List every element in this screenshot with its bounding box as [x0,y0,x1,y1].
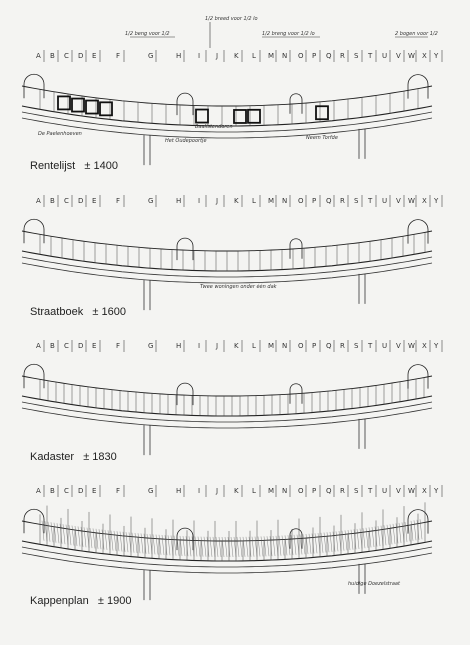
roof-hatch [90,528,92,548]
lot-letter: S [354,342,359,350]
lot-letter: G [148,52,154,60]
annotation-baalistendoren: Baalistendoren [195,124,233,130]
roof-hatch [324,533,326,553]
lot-letter: P [312,342,317,350]
roof-hatch [297,535,299,555]
roof-hatch [321,533,323,553]
annotation-oudepoortje: Het Oudepoortje [165,138,207,144]
roof-hatch [282,536,284,556]
lot-letter: L [252,52,256,60]
lot-letter: N [282,342,288,350]
roof-hatch [294,535,296,555]
roof-hatch [126,532,128,552]
corner-building [24,74,44,98]
roof-hatch [180,536,182,556]
roof-hatch [414,520,416,540]
roof-hatch [57,523,59,543]
lot-letter: N [282,487,288,495]
roof-hatch [399,523,401,543]
lot-letter: G [148,342,154,350]
roof-hatch [168,535,170,555]
roof-hatch [201,537,203,557]
roof-hatch [267,536,269,556]
roof-hatch [87,528,89,548]
panel-title-kadaster: Kadaster ± 1830 [30,451,117,463]
roof-hatch [261,536,263,556]
lot-letter: H [176,342,182,350]
panel-title-kappenplan: Kappenplan ± 1900 [30,595,132,607]
roof-hatch [342,531,344,551]
lot-letter: P [312,197,317,205]
corner-building [177,93,193,115]
roof-hatch [48,522,50,542]
corner-building [177,238,193,260]
lot-letter: M [268,342,275,350]
lot-letter: Q [326,52,332,60]
roof-hatch [390,524,392,544]
roof-hatch [75,526,77,546]
lot-letter: X [422,197,427,205]
lot-letter: C [64,52,69,60]
street-line [22,402,432,422]
corner-building [408,365,428,389]
roof-hatch [273,536,275,556]
roof-hatch [132,533,134,553]
building-back-line [22,521,432,541]
lot-letter: C [64,197,69,205]
roof-hatch [171,536,173,556]
lot-letter: U [382,487,388,495]
lot-letter: A [36,487,41,495]
lot-letter: G [148,197,154,205]
lot-letter: R [340,197,345,205]
lot-letter: C [64,342,69,350]
building-back-line [22,231,432,251]
lot-letter: X [422,487,427,495]
corner-building [24,364,44,388]
roof-hatch [99,529,101,549]
lot-letter: B [50,342,55,350]
lot-letter: J [216,52,219,60]
lot-letter: Y [434,52,439,60]
lot-letter: A [36,342,41,350]
roof-hatch [240,537,242,557]
roof-hatch [258,537,260,557]
lot-letter: O [298,52,304,60]
roof-hatch [231,537,233,557]
roof-hatch [246,537,248,557]
roof-hatch [120,532,122,552]
roof-hatch [309,534,311,554]
lot-letter: K [234,197,239,205]
roof-hatch [198,537,200,557]
roof-hatch [135,533,137,553]
lot-letter: X [422,52,427,60]
roof-hatch [420,519,422,539]
lot-letter: S [354,487,359,495]
top-note-right: 2 bogen voor 1/2 [395,31,438,37]
lot-letter: M [268,197,275,205]
lot-letter: P [312,52,317,60]
lot-letter: P [312,487,317,495]
lot-letter: V [396,487,401,495]
lot-letter: H [176,197,182,205]
roof-hatch [117,531,119,551]
roof-hatch [345,530,347,550]
lot-letter: O [298,197,304,205]
lot-letter: I [198,342,201,350]
roof-hatch [51,522,53,542]
lot-letter: Q [326,487,332,495]
roof-hatch [237,537,239,557]
top-note-middle: 1/2 breng voor 1/2 lo [262,31,315,37]
corner-building [177,383,193,405]
roof-hatch [381,526,383,546]
lot-letter: F [116,342,121,350]
roof-hatch [153,534,155,554]
roof-hatch [213,537,215,557]
roof-hatch [264,536,266,556]
lot-letter: F [116,197,121,205]
roof-hatch [387,525,389,545]
panel-kadaster [22,340,442,455]
roof-hatch [351,530,353,550]
roof-hatch [411,521,413,541]
lot-letter: B [50,487,55,495]
street-line [22,408,432,428]
roof-hatch [111,531,113,551]
lot-letter: J [216,487,219,495]
lot-letter: J [216,342,219,350]
building-back-line [22,376,432,396]
roof-hatch [141,533,143,553]
lot-letter: R [340,52,345,60]
lot-letter: T [368,52,373,60]
lot-letter: H [176,52,182,60]
roof-hatch [405,522,407,542]
roof-hatch [78,526,80,546]
roof-hatch [366,528,368,548]
top-note-left: 1/2 beng voor 1/2 [125,31,170,37]
roof-hatch [159,535,161,555]
roof-hatch [195,537,197,557]
roof-hatch [156,535,158,555]
lot-letter: K [234,342,239,350]
lot-letter: W [408,487,415,495]
lot-letter: W [408,197,415,205]
roof-hatch [384,525,386,545]
roof-hatch [222,537,224,557]
corner-building [24,509,44,533]
lot-letter: A [36,52,41,60]
roof-hatch [204,537,206,557]
roof-hatch [162,535,164,555]
roof-hatch [339,531,341,551]
roof-hatch [216,537,218,557]
roof-hatch [45,521,47,541]
lot-letter: M [268,52,275,60]
framed-house [196,110,208,123]
lot-letter: O [298,342,304,350]
lot-letter: I [198,197,201,205]
lot-letter: N [282,197,288,205]
lot-letter: G [148,487,154,495]
roof-hatch [84,527,86,547]
lot-letter: U [382,52,388,60]
lot-letter: V [396,52,401,60]
roof-hatch [54,523,56,543]
lot-letter: X [422,342,427,350]
roof-hatch [69,525,71,545]
roof-hatch [129,532,131,552]
lot-letter: D [78,342,84,350]
lot-letter: E [92,342,97,350]
roof-hatch [219,537,221,557]
lot-letter: J [216,197,219,205]
roof-hatch [114,531,116,551]
lot-letter: N [282,52,288,60]
lot-letter: B [50,52,55,60]
lot-letter: R [340,342,345,350]
roof-hatch [336,531,338,551]
roof-hatch [252,537,254,557]
lot-letter: L [252,197,256,205]
street-line [22,547,432,567]
lot-letter: Q [326,197,332,205]
lot-letter: V [396,197,401,205]
lot-letter: Y [434,342,439,350]
panel-title-straatboek: Straatboek ± 1600 [30,306,126,318]
roof-hatch [255,537,257,557]
panel-rentelijst [22,50,442,165]
lot-letter: B [50,197,55,205]
lot-letter: T [368,487,373,495]
roof-hatch [174,536,176,556]
roof-hatch [372,527,374,547]
lot-letter: Q [326,342,332,350]
annotation-doezelstraat: huidige Doezelstraat [348,581,400,587]
annotation-neem-torfde: Neem Torfde [306,135,338,141]
lot-letter: A [36,197,41,205]
annotation-twee-woningen: Twee woningen onder één dak [200,284,277,290]
roof-hatch [183,536,185,556]
lot-letter: U [382,197,388,205]
roof-hatch [66,525,68,545]
roof-hatch [108,530,110,550]
roof-hatch [150,534,152,554]
roof-hatch [318,533,320,553]
lot-letter: E [92,487,97,495]
roof-hatch [378,526,380,546]
lot-letter: D [78,52,84,60]
lot-letter: E [92,52,97,60]
roof-hatch [327,532,329,552]
roof-hatch [279,536,281,556]
roof-hatch [72,526,74,546]
roof-hatch [393,524,395,544]
roof-hatch [402,522,404,542]
roof-hatch [276,536,278,556]
lot-letter: D [78,197,84,205]
lot-letter: W [408,52,415,60]
roof-hatch [360,529,362,549]
annotation-paelenhoeven: De Paelenhoeven [38,131,82,137]
roof-hatch [357,529,359,549]
lot-letter: L [252,487,256,495]
lot-letter: F [116,52,121,60]
roof-hatch [306,534,308,554]
lot-letter: M [268,487,275,495]
roof-hatch [138,533,140,553]
panel-title-rentelijst: Rentelijst ± 1400 [30,160,118,172]
lot-letter: W [408,342,415,350]
lot-letter: T [368,342,373,350]
lot-letter: R [340,487,345,495]
lot-letter: I [198,52,201,60]
lot-letter: I [198,487,201,495]
roof-hatch [225,537,227,557]
roof-hatch [363,528,365,548]
top-note-center: 1/2 breed voor 1/2 lo [205,16,258,22]
roof-hatch [189,536,191,556]
lot-letter: S [354,197,359,205]
lot-letter: K [234,52,239,60]
lot-letter: F [116,487,121,495]
lot-letter: T [368,197,373,205]
roof-hatch [63,524,65,544]
roof-hatch [369,527,371,547]
panel-straatboek [22,195,442,310]
roof-hatch [330,532,332,552]
roof-hatch [93,528,95,548]
lot-letter: K [234,487,239,495]
corner-building [177,528,193,550]
roof-hatch [303,534,305,554]
lot-letter: Y [434,487,439,495]
roof-hatch [348,530,350,550]
lot-letter: L [252,342,256,350]
corner-building [24,219,44,243]
roof-hatch [96,529,98,549]
lot-letter: H [176,487,182,495]
roof-hatch [210,537,212,557]
framed-house [316,106,328,119]
roof-hatch [243,537,245,557]
roof-hatch [147,534,149,554]
lot-letter: V [396,342,401,350]
lot-letter: Y [434,197,439,205]
roof-hatch [234,537,236,557]
roof-hatch [105,530,107,550]
roof-hatch [285,535,287,555]
lot-letter: D [78,487,84,495]
lot-letter: S [354,52,359,60]
lot-letter: O [298,487,304,495]
lot-letter: U [382,342,388,350]
roof-hatch [315,533,317,553]
lot-letter: C [64,487,69,495]
building-front-line [22,396,432,416]
lot-letter: E [92,197,97,205]
